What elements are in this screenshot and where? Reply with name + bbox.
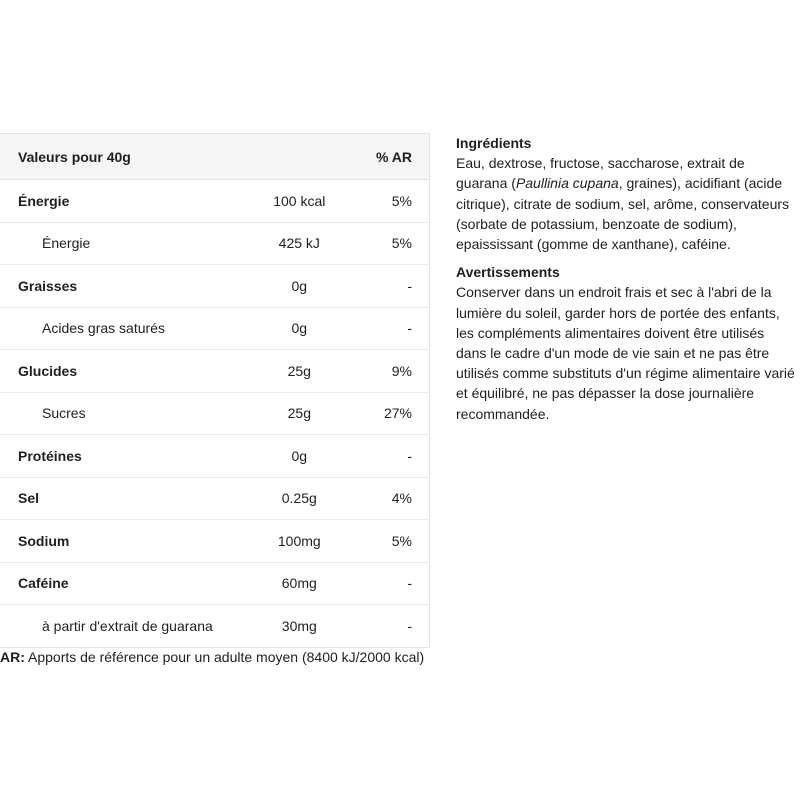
nutrient-name: Énergie — [18, 192, 70, 209]
table-row — [0, 308, 429, 351]
nutrient-name: Glucides — [18, 362, 78, 379]
table-row — [0, 520, 429, 563]
section-gap — [456, 254, 796, 262]
nutrient-value: 100 kcal — [273, 192, 326, 209]
nutrient-name: Sucres — [42, 405, 86, 422]
nutrient-value: 0g — [291, 277, 308, 294]
nutrient-name: à partir d'extrait de guarana — [42, 617, 213, 634]
nutrient-name: Énergie — [42, 235, 91, 252]
ingredients-text-before: Eau, dextrose, fructose, saccharose, extrait de guarana ( — [456, 155, 745, 192]
nutrient-name: Acides gras saturés — [42, 320, 165, 337]
nutrient-name: Protéines — [18, 447, 82, 464]
nutrient-ar: - — [407, 277, 412, 294]
nutrient-ar: 27% — [383, 405, 412, 422]
nutrient-value: 100mg — [277, 532, 321, 549]
nutrient-ar: 5% — [391, 192, 412, 209]
ingredients-text-italic: Paullinia cupana — [515, 175, 619, 192]
table-header — [0, 134, 429, 180]
table-row — [0, 563, 429, 606]
nutrient-ar: 4% — [391, 490, 412, 507]
table-row — [0, 265, 429, 308]
warnings-text: Conserver dans un endroit frais et sec à l'abri de la lumière du soleil, garder hors de portée des enfants, les compléments alimentaires doivent être utilisés dans le cadre d'un mode de vie sain et ne pas être utilisés comme substituts d'un régime alimentaire varié et équilibré, ne pas dépasser la dose journalière recommandée. — [456, 284, 795, 422]
table-row — [0, 350, 429, 393]
nutrient-ar: - — [407, 320, 412, 337]
product-info — [456, 133, 796, 424]
table-row — [0, 435, 429, 478]
table-row — [0, 180, 429, 223]
nutrient-value: 0g — [291, 320, 308, 337]
table-row — [0, 478, 429, 521]
nutrient-ar: 5% — [391, 235, 412, 252]
nutrient-value: 25g — [287, 362, 311, 379]
nutrient-value: 0.25g — [281, 490, 317, 507]
ingredients-title: Ingrédients — [456, 135, 532, 151]
warnings-title: Avertissements — [456, 264, 560, 281]
ingredients-text-after: , graines), acidifiant (acide citrique), citrate de sodium, sel, arôme, conservateurs (sorbate de potassium, benzoate de sodium), epaississant (gomme de xanthane), caféine. — [456, 175, 790, 253]
table-row — [0, 605, 429, 647]
nutrient-ar: - — [407, 617, 412, 634]
nutrient-ar: - — [407, 447, 412, 464]
nutrient-name: Caféine — [18, 575, 69, 592]
nutrition-table — [0, 133, 430, 648]
table-row — [0, 393, 429, 436]
nutrient-name: Sodium — [18, 532, 70, 549]
nutrient-value: 0g — [291, 447, 308, 464]
header-ar: % AR — [375, 148, 412, 165]
ingredients-text — [456, 153, 796, 254]
table-row — [0, 223, 429, 266]
nutrient-name: Sel — [18, 490, 40, 507]
nutrient-value: 60mg — [281, 575, 317, 592]
footnote-label: AR: — [0, 649, 25, 665]
nutrient-ar: 9% — [391, 362, 412, 379]
nutrient-value: 25g — [287, 405, 311, 422]
nutrient-ar: - — [407, 575, 412, 592]
header-title: Valeurs pour 40g — [18, 148, 131, 165]
nutrient-value: 30mg — [281, 617, 317, 634]
footnote-text: Apports de référence pour un adulte moyen (8400 kJ/2000 kcal) — [24, 649, 425, 665]
nutrient-name: Graisses — [18, 277, 78, 294]
ar-footnote — [0, 649, 424, 665]
nutrient-value: 425 kJ — [278, 235, 320, 252]
nutrient-ar: 5% — [391, 532, 412, 549]
